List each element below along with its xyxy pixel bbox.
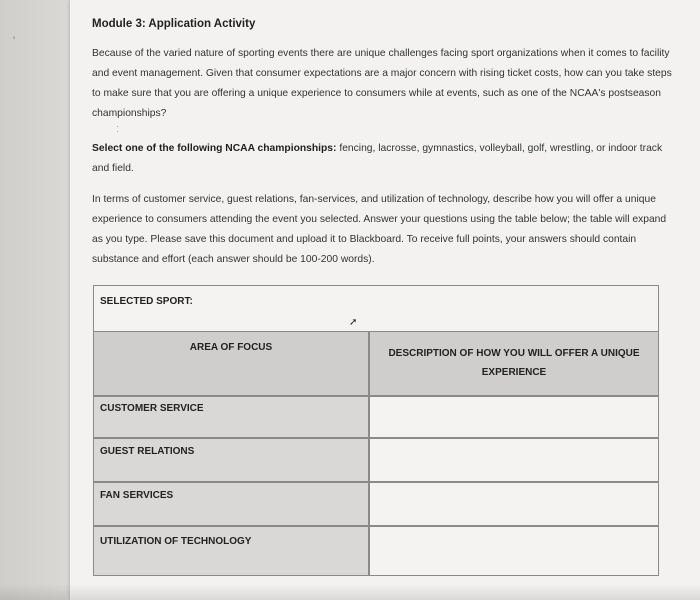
- table-row-customer-service: [93, 396, 369, 438]
- description-header: [369, 331, 659, 396]
- background-left: [0, 0, 70, 600]
- bottom-shadow: [0, 584, 700, 600]
- page-title: Module 3: Application Activity: [92, 18, 256, 30]
- row-label: FAN SERVICES: [100, 490, 174, 501]
- cursor-mark: ː: [116, 123, 120, 135]
- table-row-guest-relations: [93, 438, 369, 482]
- row-label: UTILIZATION OF TECHNOLOGY: [100, 536, 252, 547]
- table-row-fan-services: [93, 482, 369, 526]
- customer-service-answer-cell[interactable]: [369, 396, 659, 438]
- table-row-utilization-of-technology: [93, 526, 369, 576]
- select-bold-text: Select one of the following NCAA championships:: [92, 143, 337, 154]
- description-label: DESCRIPTION OF HOW YOU WILL OFFER A UNIQUE EXPERIENCE: [388, 348, 640, 378]
- select-options-text: fencing, lacrosse, gymnastics, volleyball, golf, wrestling, or indoor track and field.: [92, 143, 663, 174]
- row-label: GUEST RELATIONS: [100, 446, 195, 457]
- row-label: CUSTOMER SERVICE: [100, 403, 204, 414]
- intro-paragraph: Because of the varied nature of sporting events there are unique challenges facing sport organizations when it comes to facility and event management. Given that consumer expectations are a major concern with rising ticket costs, how can you take steps to make sure that you are offering a unique experience to consumers while at events, such as one of the NCAA's postseason championships?: [92, 48, 672, 119]
- mouse-cursor-icon: ➚: [349, 317, 358, 328]
- instructions-paragraph: In terms of customer service, guest relations, fan-services, and utilization of technology, describe how you will offer a unique experience to consumers attending the event you selected. Answer your questions using the table below; the table will expand as you type. Please save this document and upload it to Blackboard. To receive full points, your answers should contain substance and effort (each answer should be 100-200 words).: [92, 194, 667, 265]
- selected-sport-label: SELECTED SPORT:: [100, 296, 193, 307]
- fan-services-answer-cell[interactable]: [369, 482, 659, 526]
- area-of-focus-header: [93, 331, 369, 396]
- technology-answer-cell[interactable]: [369, 526, 659, 576]
- page-mark: ': [13, 35, 16, 47]
- guest-relations-answer-cell[interactable]: [369, 438, 659, 482]
- select-paragraph: [92, 139, 672, 179]
- area-of-focus-label: AREA OF FOCUS: [189, 342, 273, 353]
